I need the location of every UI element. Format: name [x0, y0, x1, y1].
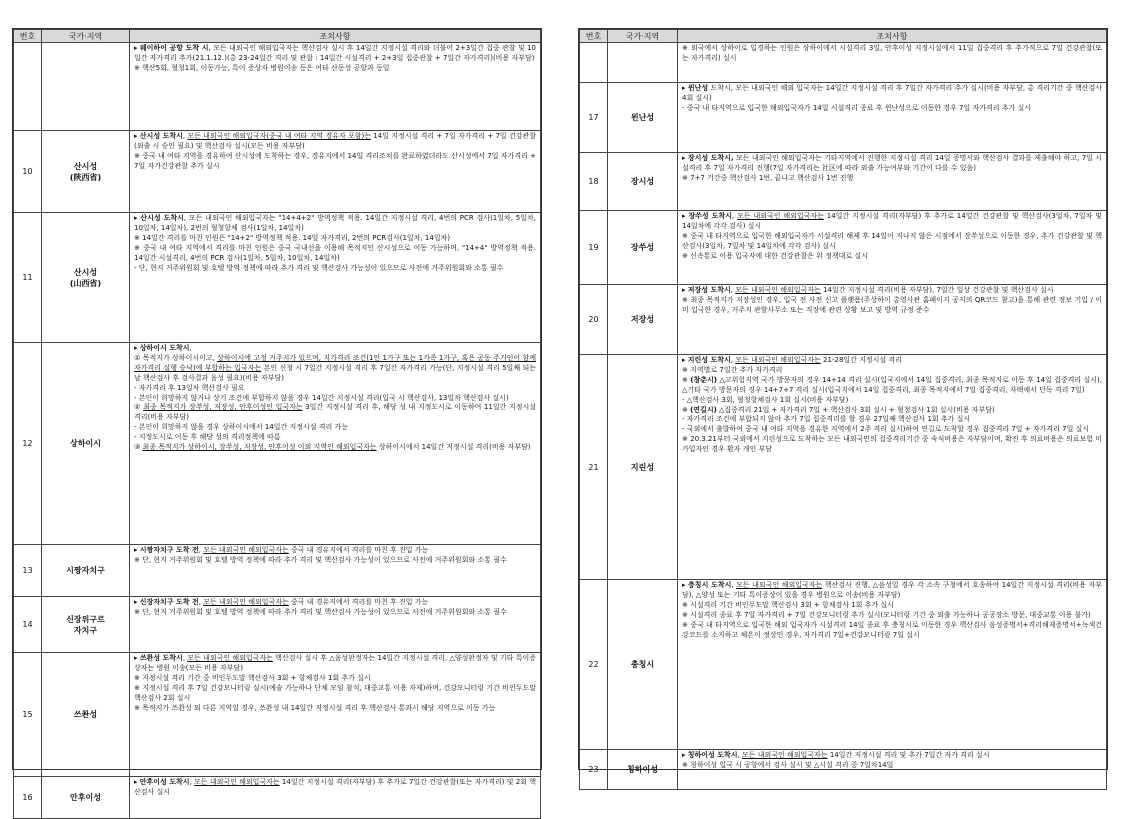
measure-line: - 중국 내 타지역으로 입국한 해외입국자가 14일 시설격리 종료 후 윈난성으로 이동한 경우 7일 자가격리 추가 실시	[682, 103, 1032, 112]
table-row	[580, 285, 1107, 355]
row-number: 12	[14, 343, 42, 545]
measure-line: ※ 핵산5회, 혈청1회, 이동가능, 특이 증상자 병원이송 등은 여타 산동성 공항과 동일	[134, 63, 390, 72]
left-page	[12, 28, 542, 802]
measure-line: ▸ 상하이시 도착시,	[134, 344, 192, 352]
row-measure	[130, 597, 541, 653]
measure-line: - 자가격리 조건에 부합되지 않아 추가 7일 집중격리를 할 경우 27일째 핵산검사 1회 추가 실시	[682, 415, 971, 424]
row-measure	[130, 131, 541, 213]
row-number: 20	[580, 285, 608, 355]
row-number: 16	[14, 777, 42, 819]
measure-line: ③ 최종 목적지가 상하이시, 장쑤성, 저장성, 안후이성 이외 지역인 해외입국자는 상하이시에서 14일간 지정시설 격리(비용 자부담)	[134, 443, 531, 452]
row-region: 장쑤성	[608, 211, 678, 285]
measure-line: ※ 단, 현지 거주위원회 및 호텔 방역 정책에 따라 추가 격리 및 핵산검사 가능성이 있으므로 사전에 거주위원회와 소통 필수	[134, 607, 507, 616]
measure-line: ① 목적지가 상하이시이고, 상하이시에 고정 거주지가 있으며, 지가격리 조건(1인 1가구 또는 1가족 1가구, 혹은 공동 주거인이 함께 자가격리 실행 승낙)에 부합하는 입국자는 본인 신청 시 7일간 지정시설 격리 후 7일간 자가격리 가능(단, 지정시설 격리 5일째 되는 날 핵산검사 후 검사결과 음성 필요)(비용 자부담)	[134, 353, 537, 382]
table-row	[14, 213, 541, 343]
measure-line: ※ 7+7 기간중 핵산검사 1번, 끝나고 핵산검사 1번 진행	[682, 173, 854, 182]
measure-line: ※ 20.3.21부터 국외에서 지린성으로 도착하는 모든 내외국민의 집중격리기간 중 숙식비용은 자부담이며, 확진 후 의료비용은 의료보험 미가입자인 경우 환자 개인 부담	[682, 435, 1102, 454]
measure-line: ▸ 저장성 도착시, 모든 내외국인 해외입국자는 14일간 지정시설 격리(비용 자부담), 7일간 일상 건강관찰 및 핵산검사 실시	[682, 286, 1054, 294]
row-region: 저장성	[608, 285, 678, 355]
table-row	[14, 777, 541, 819]
table-row	[580, 83, 1107, 153]
table-row	[14, 343, 541, 545]
row-region: 쓰촨성	[42, 653, 130, 777]
row-number: 19	[580, 211, 608, 285]
measure-line: ※ 최종 목적지가 저장성인 경우, 입국 전 사전 신고 플랫폼(주상하이 총영사관 홈페이지 공지의 QR코드 참고)을 통해 관련 정보 기입 / 이미 입국한 경우, 거주지 관할사무소 또는 직장에 관련 상황 보고 및 방역 규정 준수	[682, 295, 1102, 314]
measure-line: - 지정도시로 이동 후 해당 성의 격리정책에 따름	[134, 433, 281, 442]
measure-line: ▸ 충칭시 도착시, 모든 내외국인 해외입국자는 핵산검사 진행, △음성일 경우 각 소속 구청에서 호송하여 14일간 지정시설 격리(비용 자부담), △양성 또는 기타 특이증상이 있을 경우 병원으로 이송(비용 자부담)	[682, 581, 1102, 599]
table-row	[14, 43, 541, 131]
table-row	[14, 653, 541, 777]
measure-line: ▸ 지린성 도착시, 모든 내외국인 해외입국자는 21-28일간 지정시설 격리	[682, 356, 902, 364]
measures-table-left	[13, 29, 541, 819]
row-number: 21	[580, 355, 608, 580]
row-number	[14, 43, 42, 131]
measure-line: ▸ 장시성 도착시, 모든 내외국인 해외입국자는 기타지역에서 진행한 지정시설 격리 14일 증명서와 핵산검사 결과를 제출해야 하고, 7일 시설격리 후 7일 자가격리 진행(7일 자가격리는 社区에 따라 외출 가능여부와 기간이 다를 수 있음)	[682, 154, 1103, 172]
measure-line: ※ (창춘시) △고위험지역 국가 방문자의 경우 14+14 격리 실시(입국지에서 14일 집중격리, 최종 목적지로 이동 후 14일 집중격리 실시), △기타 국가 방문자의 경우 14+7+7 격리 실시(입국지에서 14일 집중격리, 최종 목적지에서 7일 집중격리, 자택에서 단독 격리 7일)	[682, 375, 1103, 394]
row-region	[42, 43, 130, 131]
row-measure	[678, 285, 1107, 355]
table-row	[580, 43, 1107, 83]
measure-line: - 본인이 희망하지 않을 경우 상하이시에서 14일간 지정시설 격리 가능	[134, 423, 349, 432]
measures-table-right	[579, 29, 1107, 790]
table-row	[14, 597, 541, 653]
measure-line: ※ 외국에서 상하이로 입경하는 인원은 상하이에서 시설격리 3일, 안후이성 지정시설에서 11일 집중격리 후 추가적으로 7일 건강관찰(또는 자가격리) 실시	[682, 44, 1102, 62]
header-num: 번호	[14, 30, 42, 43]
measure-line: ※ 14일간 격리를 마친 인원은 "14+2" 방역정책 적용. 14일 자가격리, 2번의 PCR검사(1일차, 14일차)	[134, 233, 451, 242]
row-region: 안후이성	[42, 777, 130, 819]
row-measure	[678, 153, 1107, 211]
row-measure	[130, 43, 541, 131]
measure-line: - 국외에서 출발하여 중국 내 여타 지역을 경유한 지역에서 2주 격리 실시)하여 연길로 도착할 경우 집중격리 7일 + 자가격리 7일 실시	[682, 425, 1090, 434]
row-number: 10	[14, 131, 42, 213]
row-region: 상하이시	[42, 343, 130, 545]
measure-line: - △핵산검사 3회, 혈청항체검사 1회 실시(비용 자부담)	[682, 395, 849, 404]
measure-line: ▸ 칭하이성 도착시, 모든 내외국인 해외입국자는 14일간 지정시설 격리 및 추가 7일간 자가 격리 실시	[682, 751, 990, 759]
row-region: 산시성 (陝西省)	[42, 131, 130, 213]
header-measure: 조치사항	[678, 30, 1107, 43]
measure-line: ※ 중국 내 타지역으로 입국한 해외입국자가 시설격리 해제 후 14일이 지나지 않은 시점에서 장쑤성으로 이동한 경우, 추가 건강관찰 및 핵산검사(3일차, 7일차 및 14일차에 각각 검사) 실시	[682, 231, 1102, 250]
row-measure	[678, 83, 1107, 153]
table-row	[580, 211, 1107, 285]
measure-line: ※ 목적지가 쓰촨성 외 다른 지역일 경우, 쓰촨성 내 14일간 지정시설 격리 후 핵산검사 통과시 해당 지역으로 이동 가능	[134, 703, 496, 712]
row-region	[608, 43, 678, 83]
header-region: 국가·지역	[608, 30, 678, 43]
measure-line: ▸ 윈난성 도착시, 모든 내외국인 해외 입국자는 14일간 지정시설 격리 후 7일간 자가격리 추가 실시(비용 자부담, 총 격리기간 중 핵산검사 4회 실시)	[682, 84, 1102, 102]
row-measure	[130, 343, 541, 545]
row-number: 18	[580, 153, 608, 211]
row-number: 13	[14, 545, 42, 597]
row-region: 윈난성	[608, 83, 678, 153]
row-region: 칭하이성	[608, 750, 678, 790]
row-number: 11	[14, 213, 42, 343]
measure-line: - 본인이 희망하지 않거나 상기 조건에 부합하지 않을 경우 14일간 지정시설 격리(입국 시 핵산검사, 13일차 핵산검사 실시)	[134, 393, 509, 402]
measure-line: ▸ 안후이성 도착시, 모든 내외국인 해외입국자는 14일간 지정시설 격리(자부담) 후 추가로 7일간 건강관찰(또는 자가격리) 및 2회 핵산검사 실시	[134, 778, 536, 796]
measure-line: ▸ 웨이하이 공항 도착 시, 모든 내외국인 해외입국자는 핵산검사 실시 후 14일간 지정시설 격리와 더불어 2+3일간 집중 관찰 및 10일간 자가격리 추가(21.1.12.)(총 23-24일간 격리 및 관찰 : 14일간 시설격리 + 2+3일 집중관찰 + 7일간 자가격리)(비용 자부담)	[134, 44, 536, 62]
measure-line: - 단, 현지 거주위원회 및 호텔 방역 정책에 따라 추가 격리 및 핵산검사 가능성이 있으므로 사전에 거주위원회와 소통 필수	[134, 263, 504, 272]
row-region: 충칭시	[608, 580, 678, 750]
header-measure: 조치사항	[130, 30, 541, 43]
row-number: 15	[14, 653, 42, 777]
table-row	[14, 131, 541, 213]
measure-line: ※ 시설격리 종료 후 7일 자가격리 + 7일 건강모니터링 추가 실시(모니터링 기간 중 외출 가능하나 공공장소 방문, 대중교통 이용 불가)	[682, 610, 1091, 619]
measure-line: ▸ 시짱자치구 도착 전, 모든 내외국인 해외입국자는 중국 내 경유지에서 격리를 마친 후 진입 가능	[134, 546, 429, 554]
row-measure	[678, 211, 1107, 285]
row-measure	[130, 213, 541, 343]
table-row	[580, 355, 1107, 580]
row-measure	[130, 545, 541, 597]
measure-line: ※ (연길시) △집중격리 21일 + 자가격리 7일 + 핵산검사 3회 실시 + 혈청검사 1회 실시(비용 자부담)	[682, 405, 995, 414]
table-row	[580, 153, 1107, 211]
table-row	[580, 750, 1107, 790]
measure-line: ▸ 장쑤성 도착시, 모든 내외국인 해외입국자는 14일간 지정시설 격리(자부담) 후 추가로 14일간 건강관찰 및 핵산검사(3일차, 7일차 및 14일차에 각각 검사) 실시	[682, 212, 1102, 230]
row-measure	[678, 580, 1107, 750]
row-measure	[130, 653, 541, 777]
table-row	[580, 580, 1107, 750]
row-number: 23	[580, 750, 608, 790]
row-number	[580, 43, 608, 83]
measure-line: ※ 지정시설 격리 기간 중 비인두도말 핵산검사 3회 + 항체검사 1회 추가 실시	[134, 673, 371, 682]
row-measure	[678, 43, 1107, 83]
measure-line: ② 최종 목적지가 장쑤성, 저장성, 안후이성인 입국자는 3일간 지정시설 격리 후, 해당 성 내 지정도시로 이동하여 11일간 지정시설 격리(비용 자부담)	[134, 403, 536, 422]
measure-line: ※ 신속통로 이용 입국자에 대한 건강관찰은 위 정책대로 실시	[682, 251, 868, 260]
row-region: 지린성	[608, 355, 678, 580]
right-page	[578, 28, 1108, 774]
measure-line: ※ 단, 현지 거주위원회 및 호텔 방역 정책에 따라 추가 격리 및 핵산검사 가능성이 있으므로 사전에 거주위원회와 소통 필수	[134, 555, 507, 564]
row-region: 신장위구르 자치구	[42, 597, 130, 653]
measure-line: - 자가격리 후 13일차 핵산검사 필요	[134, 383, 245, 392]
measure-line: ※ 중국 내 여타 지역을 경유하여 산시성에 도착하는 경우, 경유지에서 14일 격리조치를 완료하였더라도 산시성에서 7일 자가격리 + 7일 자가건강관찰 추가 실시	[134, 151, 536, 170]
measure-line: ▸ 산시성 도착시, 모든 내외국인 해외입국자(중국 내 여타 지역 경유자 포함)는 14일 지정시설 격리 + 7일 자가격리 + 7일 건강관찰(외출 시 승인 필요) 및 핵산검사 실시(모든 비용 자부담)	[134, 132, 536, 150]
table-row	[14, 545, 541, 597]
row-measure	[678, 355, 1107, 580]
table-header	[580, 30, 1107, 43]
row-measure	[130, 777, 541, 819]
measure-line: ▸ 신장자치구 도착 전, 모든 내외국인 해외입국자는 중국 내 경유지에서 격리를 마친 후 진입 가능	[134, 598, 429, 606]
header-num: 번호	[580, 30, 608, 43]
measure-line: ※ 지역별로 7일간 추가 자가격리	[682, 365, 783, 374]
header-region: 국가·지역	[42, 30, 130, 43]
measure-line: ※ 지정시설 격리 후 7일 건강모니터링 실시(예술 가능하나 단체 모임 참석, 대중교통 이용 자제)하며, 건강모니터링 기간 비인두도말 핵산검사 2회 실시	[134, 683, 536, 702]
measure-line: ※ 중국 내 타지역으로 입국한 해외 입국자가 시설격리 14일 종료 후 충칭시로 이동한 경우 핵산검사 음성증명서+격리해제증명서+녹색건강코드를 소지하고 체온이 정상인 경우, 자가격리 7일+건강모니터링 7일 실시	[682, 620, 1102, 639]
row-number: 17	[580, 83, 608, 153]
measure-line: ※ 칭하이성 입국 시 공항에서 검사 실시 및 △시설 격리 중 7일차14일	[682, 760, 894, 769]
row-region: 시짱자치구	[42, 545, 130, 597]
row-region: 산시성 (山西省)	[42, 213, 130, 343]
measure-line: ▸ 쓰촨성 도착시, 모든 내외국인 해외입국자는 핵산검사 실시 후 △음성판정자는 14일간 지정시설 격리, △양성판정자 및 기타 특이증상자는 병원 이송(모든 비용 자부담)	[134, 654, 536, 672]
row-number: 22	[580, 580, 608, 750]
row-region: 장시성	[608, 153, 678, 211]
row-number: 14	[14, 597, 42, 653]
measure-line: ※ 시설격리 기간 비인두도말 핵산검사 3회 + 항체검사 1회 추가 실시	[682, 600, 894, 609]
row-measure	[678, 750, 1107, 790]
measure-line: ▸ 산시성 도착시, 모든 내외국인 해외입국자는 "14+4+2" 방역정책 적용. 14일간 지정시설 격리, 4번의 PCR 검사(1일차, 5일차, 10일차, 14일차), 2번의 혈청항체 검사(1일차, 14일차)	[134, 214, 536, 232]
table-header	[14, 30, 541, 43]
measure-line: ※ 중국 내 여타 지역에서 격리를 마친 인원은 중국 국내선을 이용해 목적지인 산시성으로 이동 가능하며, "14+4" 방역정책 적용. 14일간 시설격리, 4번의 PCR 검사(1일차, 5일차, 10일차, 14일차)	[134, 243, 536, 262]
